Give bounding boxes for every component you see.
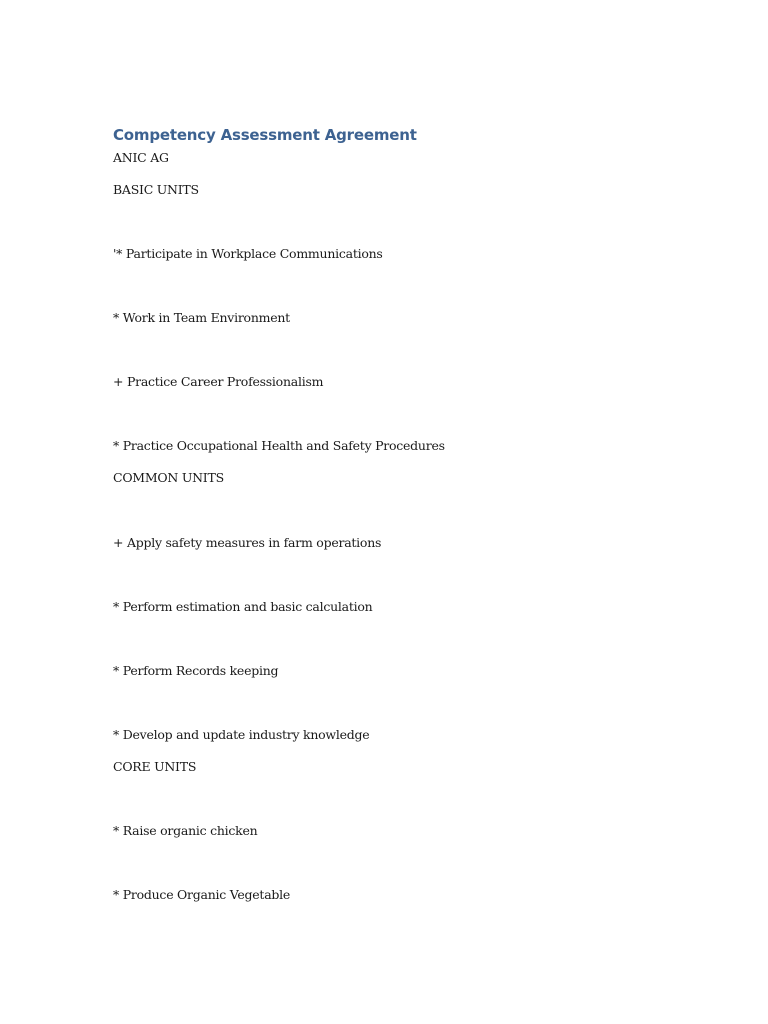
list-item: * Produce Organic Vegetable	[113, 887, 291, 902]
list-item: + Practice Career Professionalism	[113, 374, 324, 389]
section-heading-basic-units: BASIC UNITS	[113, 182, 199, 197]
document-title: Competency Assessment Agreement	[113, 126, 417, 144]
list-item: * Develop and update industry knowledge	[113, 727, 370, 742]
list-item: * Practice Occupational Health and Safety Procedures	[113, 438, 445, 453]
document-subtitle: ANIC AG	[113, 150, 169, 165]
list-item: * Work in Team Environment	[113, 310, 290, 325]
list-item: '* Participate in Workplace Communications	[113, 246, 383, 261]
list-item: * Perform estimation and basic calculation	[113, 599, 373, 614]
section-heading-core-units: CORE UNITS	[113, 759, 197, 774]
list-item: + Apply safety measures in farm operations	[113, 535, 382, 550]
section-heading-common-units: COMMON UNITS	[113, 470, 224, 485]
list-item: * Raise organic chicken	[113, 823, 258, 838]
list-item: * Perform Records keeping	[113, 663, 279, 678]
